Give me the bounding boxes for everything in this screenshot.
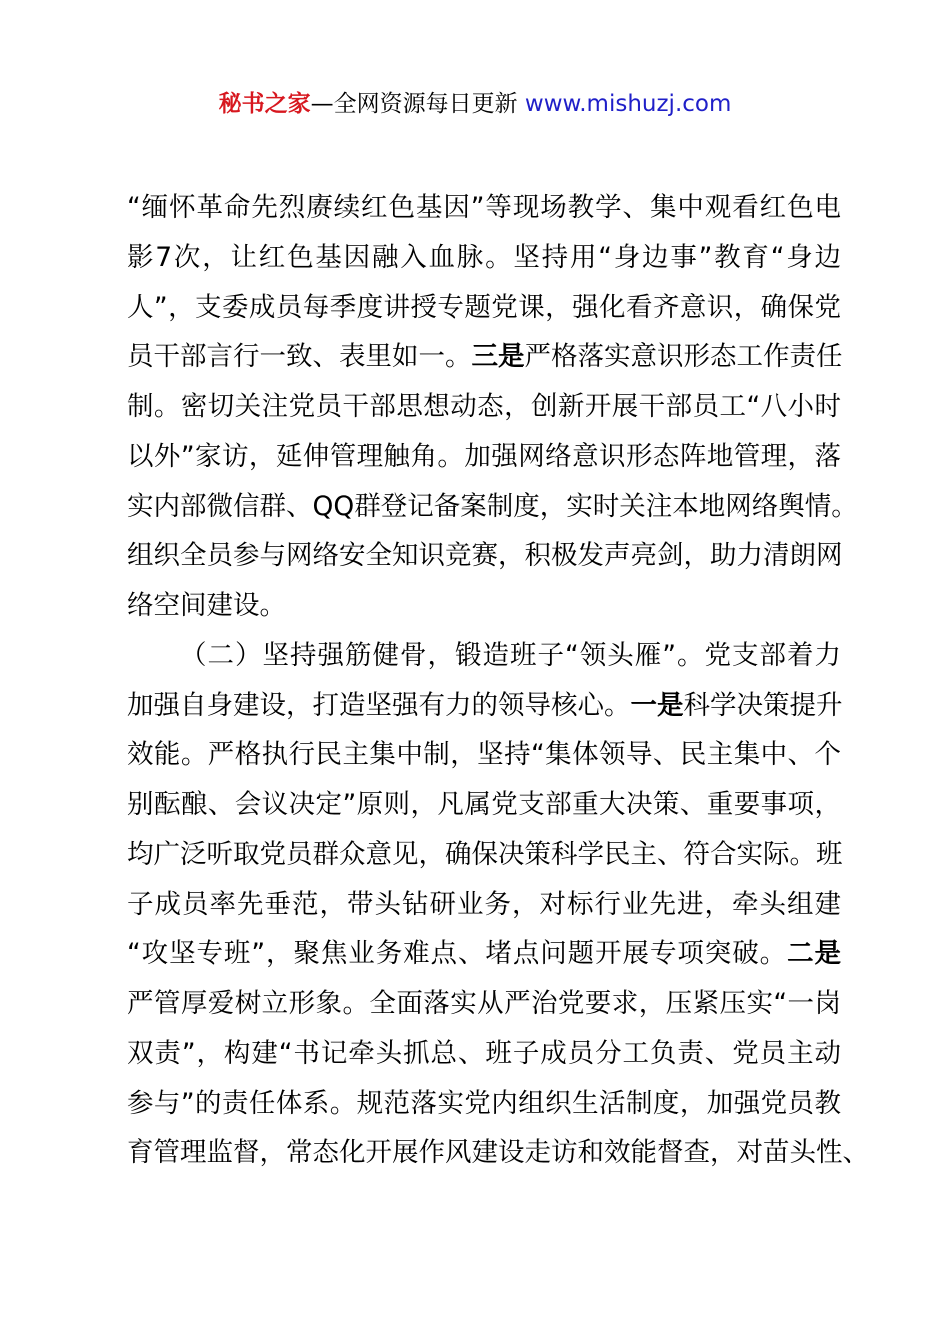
text-line: 严管厚爱树立形象。全面落实从严治党要求，压紧压实“一岗	[127, 988, 841, 1019]
text-line	[127, 929, 841, 979]
bold-ordinal: 三是	[471, 341, 525, 373]
document-body	[127, 183, 869, 1178]
text-line: 影7次，让红色基因融入血脉。坚持用“身边事”教育“身边	[127, 241, 841, 273]
text-line: 别酝酿、会议决定”原则，凡属党支部重大决策、重要事项，	[127, 789, 841, 820]
text-line: 实内部微信群、QQ群登记备案制度，实时关注本地网络舆情。	[127, 490, 858, 522]
text-line: 络空间建设。	[127, 590, 286, 621]
text-line: “缅怀革命先烈赓续红色基因”等现场教学、集中观看红色电	[127, 192, 841, 223]
text-run: 严格落实意识形态工作责任	[524, 341, 843, 373]
text-line: 以外”家访，延伸管理触角。加强网络意识形态阵地管理，落	[127, 440, 841, 472]
text-line: 人”，支委成员每季度讲授专题党课，强化看齐意识，确保党	[127, 291, 841, 323]
text-line: 双责”，构建“书记牵头抓总、班子成员分工负责、党员主动	[127, 1037, 841, 1069]
header-brand: 秘书之家	[218, 91, 311, 117]
text-run: 加强自身建设，打造坚强有力的领导核心。	[127, 689, 631, 721]
section-heading-line: （二）坚持强筋健骨，锻造班子“领头雁”。党支部着力	[180, 639, 841, 671]
text-line: 效能。严格执行民主集中制，坚持“集体领导、民主集中、个	[127, 739, 841, 771]
text-line: 子成员率先垂范，带头钻研业务，对标行业先进，牵头组建	[127, 888, 841, 920]
text-run: 员干部言行一致、表里如一。	[127, 341, 472, 373]
text-line: 制。密切关注党员干部思想动态，创新开展干部员工“八小时	[127, 391, 841, 422]
text-line: 组织全员参与网络安全知识竞赛，积极发声亮剑，助力清朗网	[127, 540, 843, 572]
text-line: 均广泛听取党员群众意见，确保决策科学民主、符合实际。班	[127, 838, 843, 870]
bold-ordinal: 一是	[630, 689, 684, 721]
text-line	[127, 332, 841, 382]
text-line: 育管理监督，常态化开展作风建设走访和效能督查，对苗头性、	[127, 1137, 869, 1169]
text-run: “攻坚专班”，聚焦业务难点、堵点问题开展专项突破。	[127, 938, 788, 970]
text-line: 参与”的责任体系。规范落实党内组织生活制度，加强党员教	[127, 1087, 841, 1119]
header-tagline: —全网资源每日更新	[310, 91, 525, 117]
text-line	[127, 681, 841, 731]
bold-ordinal: 二是	[787, 938, 842, 970]
text-run: 科学决策提升	[683, 689, 843, 721]
header-url[interactable]: www.mishuzj.com	[524, 91, 732, 117]
page-header	[0, 86, 950, 122]
